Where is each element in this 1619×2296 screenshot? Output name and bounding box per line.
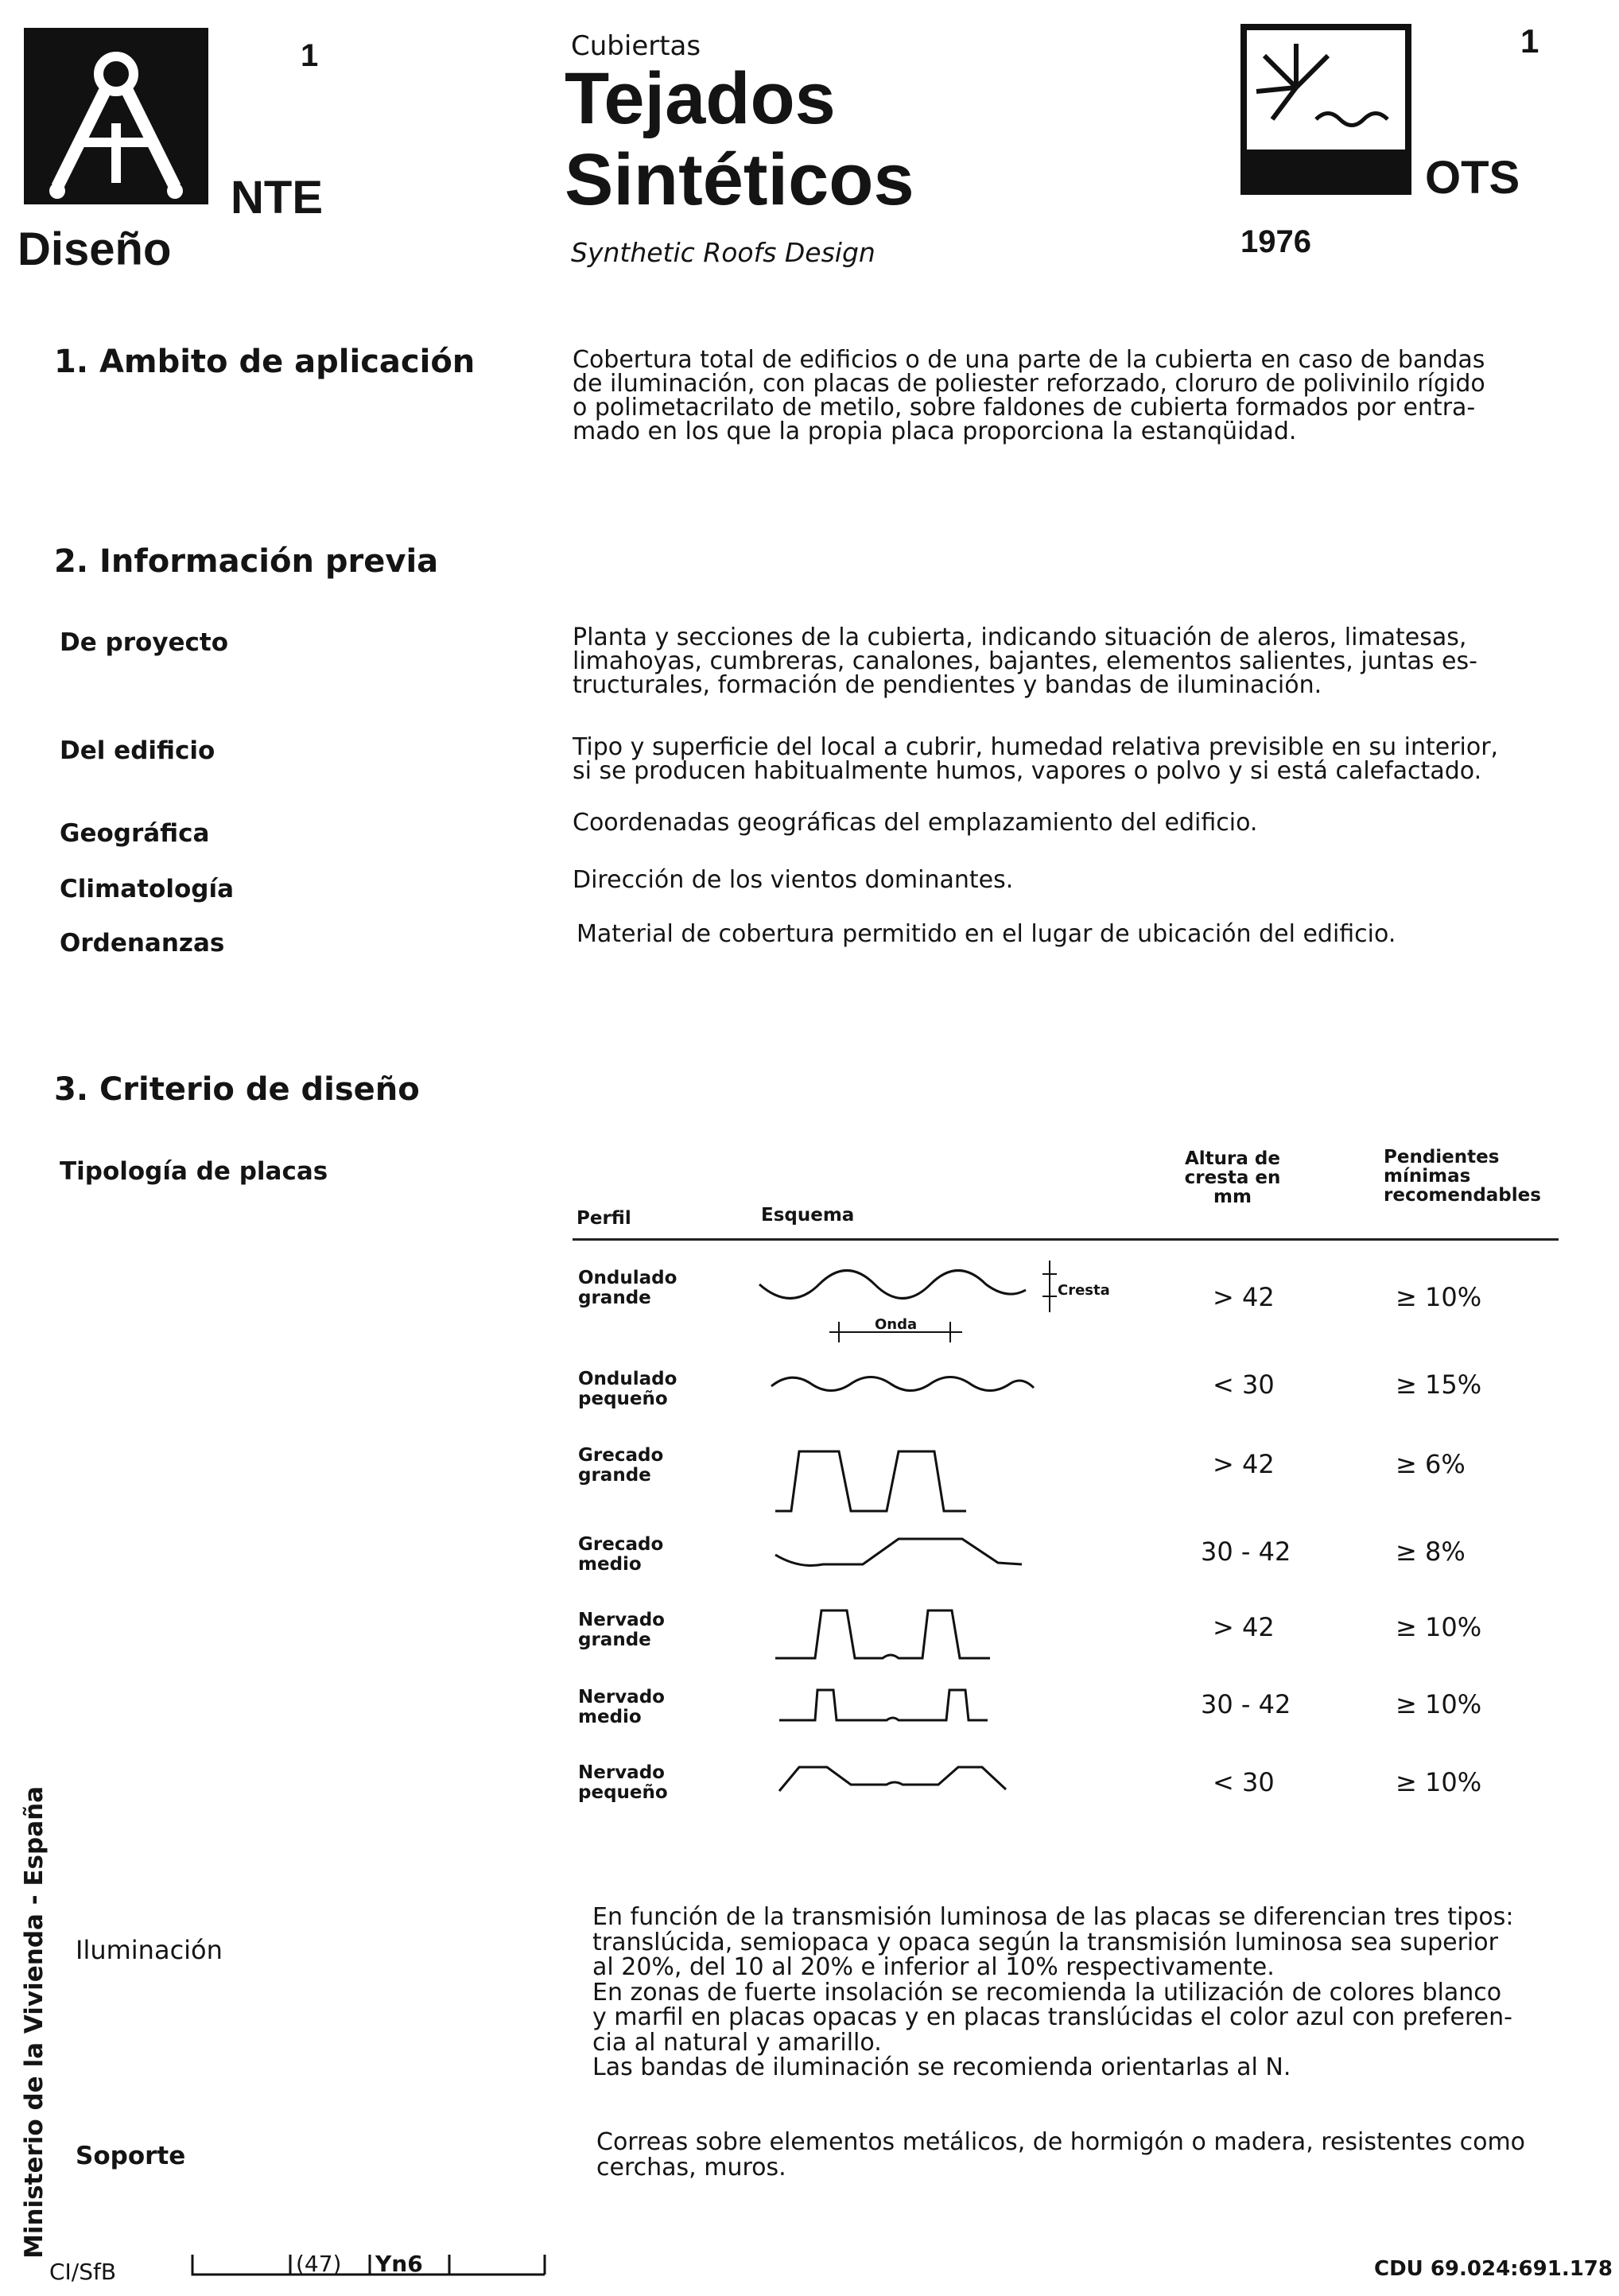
text-line: Planta y secciones de la cubierta, indicando situación de aleros, limatesas, (573, 624, 1467, 651)
text-line: cerchas, muros. (596, 2153, 786, 2181)
footer-cisfb: CI/SfB (49, 2259, 117, 2285)
text-line: si se producen habitualmente humos, vapores o polvo y si está calefactado. (573, 757, 1482, 785)
row-label-ondulado-grande (578, 1268, 677, 1309)
footer-code-2: Yn6 (375, 2251, 423, 2277)
text-climatologia: Dirección de los vientos dominantes. (573, 866, 1014, 894)
text-ordenanzas: Material de cobertura permitido en el lugar de ubicación del edificio. (577, 920, 1396, 948)
header-line: cresta en (1184, 1167, 1281, 1189)
side-vertical-text: Ministerio de la Vivienda - España (20, 1785, 49, 2259)
header-line: Pendientes (1384, 1147, 1500, 1167)
text-soporte (596, 2130, 1525, 2180)
pendiente-value: ≥ 8% (1396, 1536, 1466, 1567)
row-label-line: Nervado (578, 1610, 665, 1630)
text-line: Las bandas de iluminación se recomienda orientarlas al N. (592, 2053, 1291, 2081)
text-line: limahoyas, cumbreras, canalones, bajantes, elementos salientes, juntas es- (573, 647, 1477, 675)
row-label-line: Grecado (578, 1534, 664, 1555)
table-header-rule (573, 1238, 1559, 1241)
onda-annotation: Onda (875, 1316, 918, 1333)
section-1-line: mado en los que la propia placa proporciona la estanqüidad. (573, 418, 1297, 445)
header-line: Altura de (1185, 1148, 1280, 1169)
altura-value: < 30 (1213, 1369, 1275, 1400)
row-label-line: grande (578, 1630, 651, 1651)
row-label-line: pequeño (578, 1782, 668, 1804)
row-label-grecado-medio (578, 1535, 663, 1575)
text-line: cia al natural y amarillo. (592, 2028, 882, 2057)
text-del-edificio (573, 733, 1499, 785)
row-label-line: Nervado (578, 1762, 665, 1783)
col-header-perfil: Perfil (577, 1208, 631, 1229)
pendiente-value: ≥ 10% (1396, 1282, 1482, 1312)
label-del-edificio: Del edificio (60, 736, 215, 765)
altura-value: > 42 (1213, 1612, 1275, 1642)
profile-nervado-pequeno-icon (779, 1758, 1050, 1797)
row-label-nervado-medio (578, 1688, 665, 1728)
label-de-proyecto: De proyecto (60, 628, 229, 657)
section-2-heading: 2. Información previa (54, 543, 439, 580)
text-line: y marfil en placas opacas y en placas translúcidas el color azul con preferen- (592, 2003, 1512, 2031)
row-label-nervado-grande (578, 1610, 665, 1651)
text-line: Correas sobre elementos metálicos, de hormigón o madera, resistentes como (596, 2128, 1526, 2156)
section-1-line: de iluminación, con placas de poliester reforzado, cloruro de polivinilo rígido (573, 370, 1485, 398)
label-ordenanzas: Ordenanzas (60, 929, 225, 958)
sun-waves-logo-icon (1240, 24, 1411, 195)
nte-logo (24, 28, 208, 204)
section-3-heading: 3. Criterio de diseño (54, 1071, 420, 1108)
altura-value: 30 - 42 (1201, 1689, 1291, 1719)
text-de-proyecto (573, 626, 1477, 697)
row-label-line: pequeño (578, 1389, 668, 1410)
pendiente-value: ≥ 6% (1396, 1449, 1466, 1479)
pendiente-value: ≥ 15% (1396, 1369, 1482, 1400)
row-label-line: Ondulado (578, 1268, 677, 1288)
altura-value: < 30 (1213, 1767, 1275, 1797)
title-line-2: Sintéticos (565, 139, 914, 220)
row-label-line: grande (578, 1288, 651, 1309)
section-1-heading: 1. Ambito de aplicación (54, 344, 476, 380)
text-line: al 20%, del 10 al 20% e inferior al 10% respectivamente. (592, 1953, 1275, 1981)
ots-label: OTS (1425, 152, 1520, 204)
pendiente-value: ≥ 10% (1396, 1689, 1482, 1719)
left-number: 1 (301, 38, 319, 73)
text-line: tructurales, formación de pendientes y bandas de iluminación. (573, 671, 1322, 699)
row-label-grecado-grande (578, 1446, 663, 1486)
footer-classification-box (191, 2251, 557, 2282)
label-soporte: Soporte (76, 2142, 186, 2170)
col-header-esquema: Esquema (761, 1205, 855, 1226)
row-label-nervado-pequeno (578, 1763, 668, 1804)
section-1-line: o polimetacrilato de metilo, sobre faldones de cubierta formados por entra- (573, 394, 1476, 422)
cresta-annotation: Cresta (1058, 1282, 1110, 1299)
label-climatologia: Climatología (60, 875, 234, 903)
header-line: mínimas (1384, 1166, 1471, 1187)
text-line: En función de la transmisión luminosa de las placas se diferencian tres tipos: (592, 1903, 1514, 1931)
right-number: 1 (1520, 22, 1539, 60)
year-label: 1976 (1240, 224, 1311, 259)
row-label-line: grande (578, 1465, 651, 1486)
title-line-1: Tejados (565, 58, 836, 139)
row-label-line: medio (578, 1554, 642, 1575)
altura-value: 30 - 42 (1201, 1536, 1291, 1567)
header-line: mm (1213, 1187, 1252, 1208)
row-label-line: Ondulado (578, 1369, 677, 1389)
section-1-line: Cobertura total de edificios o de una parte de la cubierta en caso de bandas (573, 346, 1485, 374)
row-label-line: Grecado (578, 1445, 664, 1466)
ots-logo (1240, 24, 1411, 195)
profile-grecado-grande-icon (775, 1443, 1038, 1523)
profile-ondulado-pequeno-icon (771, 1364, 1042, 1404)
pendiente-value: ≥ 10% (1396, 1612, 1482, 1642)
profile-nervado-grande-icon (775, 1603, 1046, 1666)
footer-code-1: (47) (296, 2251, 342, 2277)
col-header-pendientes (1384, 1148, 1541, 1205)
pendiente-value: ≥ 10% (1396, 1767, 1482, 1797)
profile-ondulado-grande-icon (759, 1257, 1093, 1344)
row-label-line: Nervado (578, 1687, 665, 1707)
profile-grecado-medio-icon (775, 1531, 1046, 1579)
compass-logo-icon (24, 28, 208, 204)
row-label-line: medio (578, 1707, 642, 1728)
label-geografica: Geográfica (60, 819, 210, 848)
row-label-ondulado-pequeno (578, 1369, 677, 1410)
subtitle: Synthetic Roofs Design (571, 237, 876, 268)
text-line: translúcida, semiopaca y opaca según la transmisión luminosa sea superior (592, 1928, 1498, 1956)
altura-value: > 42 (1213, 1449, 1275, 1479)
text-line: Tipo y superficie del local a cubrir, humedad relativa previsible en su interior, (573, 733, 1499, 761)
text-line: En zonas de fuerte insolación se recomienda la utilización de colores blanco (592, 1978, 1502, 2007)
text-iluminacion (592, 1905, 1513, 2080)
text-geografica: Coordenadas geográficas del emplazamiento del edificio. (573, 809, 1258, 837)
label-iluminacion: Iluminación (76, 1935, 223, 1965)
diseno-label: Diseño (17, 223, 172, 275)
header-line: recomendables (1384, 1185, 1541, 1206)
footer-cdu: CDU 69.024:691.178 (1374, 2257, 1613, 2281)
nte-label: NTE (231, 172, 323, 223)
label-tipologia: Tipología de placas (60, 1157, 328, 1186)
category-label: Cubiertas (571, 30, 701, 62)
profile-nervado-medio-icon (779, 1682, 1050, 1730)
section-1-text (573, 348, 1590, 444)
altura-value: > 42 (1213, 1282, 1275, 1312)
col-header-altura (1169, 1149, 1296, 1206)
